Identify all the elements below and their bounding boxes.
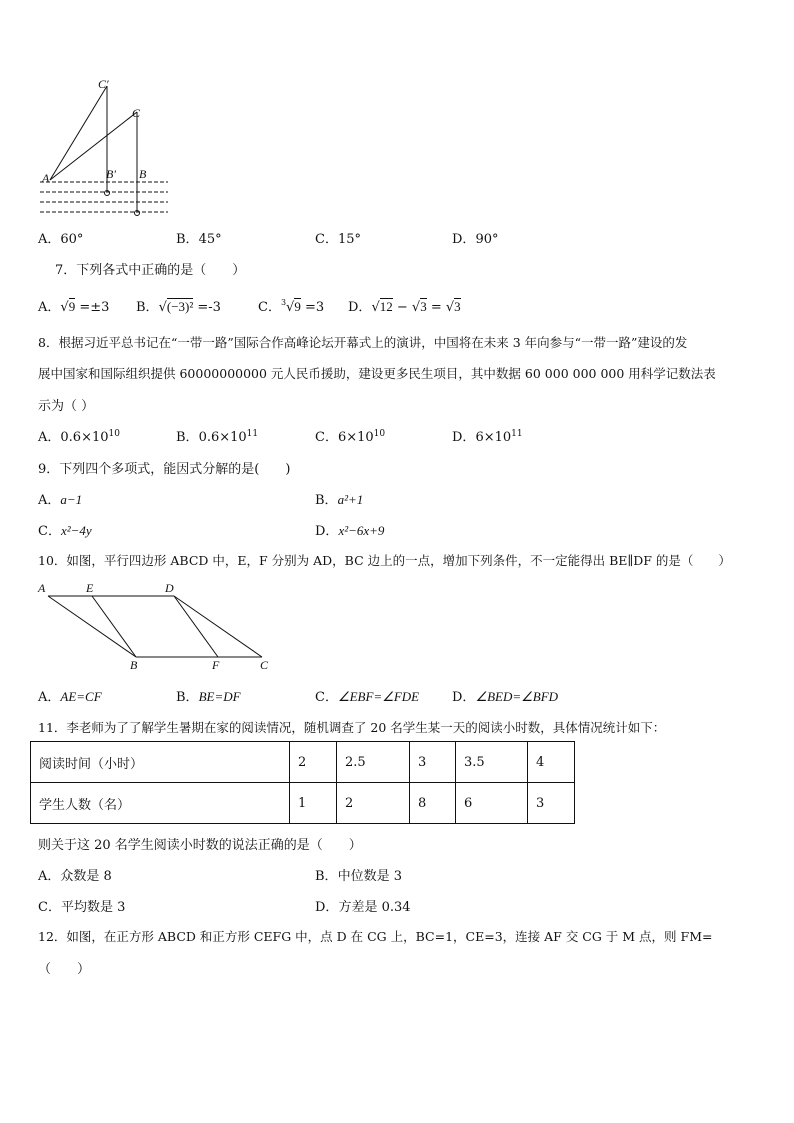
option-d[interactable]: D．90° — [452, 232, 499, 247]
table-cell: 2 — [337, 783, 410, 824]
q11-stem: 11．李老师为了了解学生暑期在家的阅读情况，随机调查了 20 名学生某一天的阅读小时数，具体情况统计如下： — [38, 720, 666, 735]
option-d[interactable]: D．x²−6x+9 — [315, 523, 385, 539]
table-cell: 4 — [528, 742, 575, 783]
label-b: B — [139, 167, 147, 181]
option-c[interactable]: C．平均数是 3 — [38, 900, 126, 915]
sqrt-icon: √ — [445, 300, 455, 315]
label-b: B — [130, 658, 138, 672]
table-cell: 阅读时间（小时） — [31, 742, 290, 783]
table-cell: 1 — [290, 783, 337, 824]
table-cell: 3 — [410, 742, 456, 783]
label-c-prime: C′ — [98, 77, 109, 91]
table-cell: 3 — [528, 783, 575, 824]
option-a[interactable]: A．AE=CF — [38, 689, 102, 705]
option-c[interactable]: C．∠EBF=∠FDE — [315, 689, 420, 705]
sqrt-icon: √ — [158, 300, 167, 315]
label-c: C — [260, 658, 269, 672]
option-a[interactable]: A．$0.6\times 10^{10}$ — [38, 429, 120, 445]
option-c[interactable]: C．15° — [315, 232, 361, 247]
option-b[interactable]: B．√(−3)² =-3 — [136, 299, 221, 315]
q8-line-1: 8．根据习近平总书记在“一带一路”国际合作高峰论坛开幕式上的演讲，中国将在未来 3 年向参与“一带一路”建设的发 — [38, 335, 688, 350]
table-cell: 2 — [290, 742, 337, 783]
table-cell: 学生人数（名） — [31, 783, 290, 824]
table-row — [31, 783, 575, 824]
option-b[interactable]: B．中位数是 3 — [315, 869, 402, 884]
sqrt-icon: √ — [371, 300, 380, 315]
option-a[interactable]: A．a−1 — [38, 492, 83, 508]
sqrt-icon: √ — [286, 300, 295, 315]
option-c[interactable]: C．x²−4y — [38, 523, 92, 539]
option-a[interactable]: A．√9 =±3 — [38, 299, 110, 315]
label-d: D — [165, 581, 174, 595]
table-cell: 6 — [456, 783, 528, 824]
label-e: E — [86, 581, 94, 595]
figure-q10 — [34, 580, 278, 672]
q12-line-1: 12．如图，在正方形 ABCD 和正方形 CEFG 中，点 D 在 CG 上，BC=1，CE=3，连接 AF 交 CG 于 M 点，则 FM= — [38, 929, 713, 944]
label-a: A — [38, 581, 46, 595]
option-a[interactable]: A．众数是 8 — [38, 869, 112, 884]
option-c[interactable]: C．$^3$√9 =3 — [258, 298, 325, 315]
option-d[interactable]: D．∠BED=∠BFD — [452, 689, 559, 705]
q12-line-2: （ ） — [38, 962, 91, 977]
option-b[interactable]: B．$0.6\times 10^{11}$ — [176, 429, 259, 445]
q8-line-2: 展中国家和国际组织提供 60000000000 元人民币援助，建设更多民生项目，其中数据 60 000 000 000 用科学记数法表 — [38, 366, 716, 381]
option-d[interactable]: D．√12 − √3 = √3 — [348, 299, 461, 315]
option-b[interactable]: B．a²+1 — [315, 492, 364, 508]
q11-question: 则关于这 20 名学生阅读小时数的说法正确的是（ ） — [38, 838, 362, 853]
q7-stem: 7．下列各式中正确的是（ ） — [55, 263, 246, 278]
option-d[interactable]: D．方差是 0.34 — [315, 900, 411, 915]
label-f: F — [212, 658, 220, 672]
sqrt-icon: √ — [60, 300, 69, 315]
option-d[interactable]: D．$6\times 10^{11}$ — [452, 429, 523, 445]
table-cell: 2.5 — [337, 742, 410, 783]
figure-q6 — [36, 72, 176, 224]
table-row — [31, 742, 575, 783]
option-b[interactable]: B．45° — [176, 232, 222, 247]
table-cell: 3.5 — [456, 742, 528, 783]
label-c: C — [132, 106, 141, 120]
label-b-prime: B′ — [106, 167, 116, 181]
table-cell: 8 — [410, 783, 456, 824]
q10-stem: 10．如图，平行四边形 ABCD 中，E，F 分别为 AD，BC 边上的一点，增加下列条件，不一定能得出 BE∥DF 的是（ ） — [38, 553, 731, 568]
q8-line-3: 示为（ ） — [38, 399, 95, 414]
label-a: A — [42, 171, 50, 185]
q9-stem: 9．下列四个多项式，能因式分解的是( ) — [38, 462, 291, 477]
sqrt-icon: √ — [411, 300, 421, 315]
option-c[interactable]: C．$6\times 10^{10}$ — [315, 429, 386, 445]
reading-table — [30, 741, 575, 824]
option-a[interactable]: A．60° — [38, 232, 84, 247]
option-b[interactable]: B．BE=DF — [176, 689, 241, 705]
